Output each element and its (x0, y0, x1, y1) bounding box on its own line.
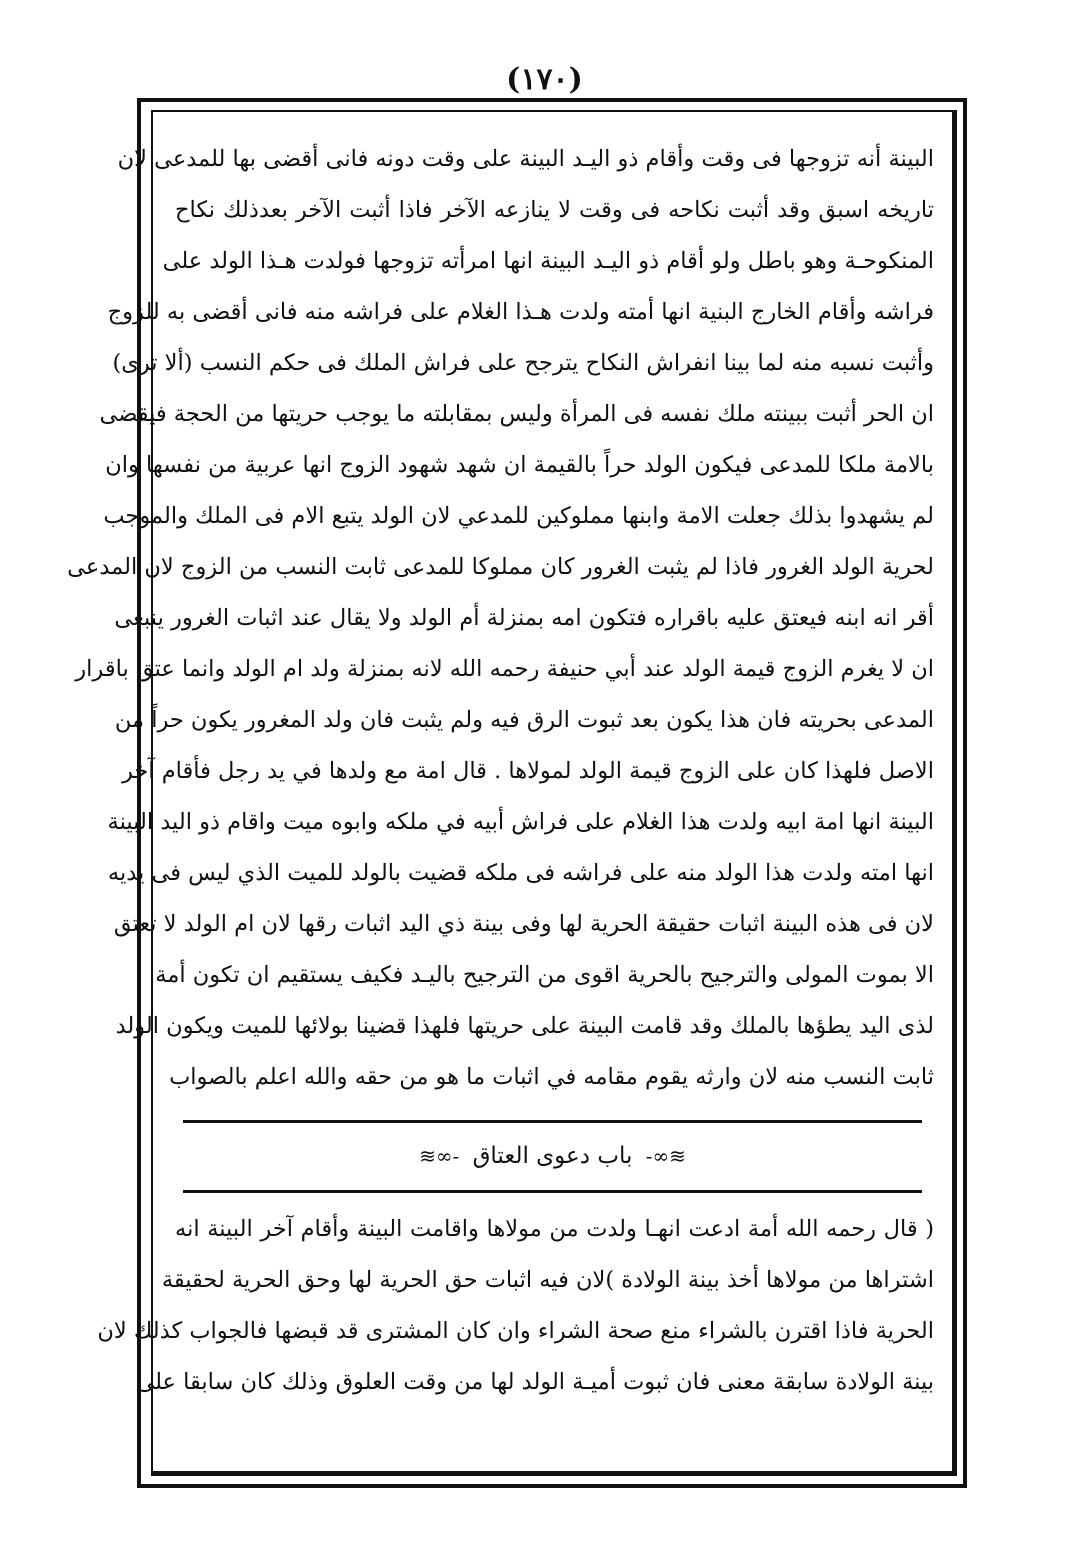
page-number: (١٧٠) (506, 62, 583, 97)
page-inner-border (67, 110, 957, 1476)
text-line: الا بموت المولى والترجيح بالحرية اقوى من الترجيح باليـد فكيف يستقيم ان تكون أمة (155, 962, 934, 988)
section-text-block (97, 1204, 934, 1408)
text-line: لم يشهدوا بذلك جعلت الامة وابنها مملوكين للمدعي لان الولد يتبع الام فى الملك والموجب (103, 503, 934, 529)
text-line: الحرية فاذا اقترن بالشراء منع صحة الشراء وان كان المشترى قد قبضها فالجواب كذلك لان (97, 1318, 934, 1344)
chapter-rule-top (183, 1120, 922, 1123)
text-line: الاصل فلهذا كان على الزوج قيمة الولد لمولاها . قال امة مع ولدها في يد رجل فأقام آخر (121, 758, 934, 784)
chapter-title: باب دعوى العتاق (472, 1143, 633, 1169)
ornament-right: ≋∞- (645, 1144, 686, 1168)
chapter-rule-bottom (183, 1190, 922, 1193)
text-line: ( قال رحمه الله أمة ادعت انهـا ولدت من مولاها واقامت البينة وأقام آخر البينة انه (175, 1216, 934, 1242)
text-line: انها امته ولدت هذا الولد منه على فراشه فى ملكه قضيت بالولد للميت الذي ليس فى يديه (107, 860, 934, 886)
text-line: فراشه وأقام الخارج البنية انها أمته ولدت هـذا الغلام على فراشه منه فانى أقضى به للزوج (107, 299, 934, 325)
text-line: لان فى هذه البينة اثبات حقيقة الحرية لها وفى بينة ذي اليد اثبات رقها لان ام الولد لا تعتق (113, 911, 934, 937)
text-line: لحرية الولد الغرور فاذا لم يثبت الغرور كان مملوكا للمدعى ثابت النسب من الزوج لان المدعى (67, 554, 934, 580)
chapter-heading (183, 1127, 922, 1185)
text-line: تاريخه اسبق وقد أثبت نكاحه فى وقت لا ينازعه الآخر فاذا أثبت الآخر بعدذلك نكاح (175, 197, 934, 223)
text-line: المنكوحـة وهو باطل ولو أقام ذو اليـد البينة انها امرأته تزوجها فولدت هـذا الولد على (162, 248, 934, 274)
text-line: بالامة ملكا للمدعى فيكون الولد حراً بالقيمة ان شهد شهود الزوج انها عربية من نفسها وان (105, 452, 934, 478)
main-text-block (67, 134, 934, 1103)
text-line: أقر انه ابنه فيعتق عليه باقراره فتكون امه بمنزلة أم الولد ولا يقال عند اثبات الغرور ينبغى (114, 605, 934, 631)
text-line: اشتراها من مولاها أخذ بينة الولادة )لان فيه اثبات حق الحرية لها وحق الحرية لحقيقة (161, 1267, 934, 1293)
text-line: وأثبت نسبه منه لما بينا انفراش النكاح يترجح على فراش الملك فى حكم النسب (ألا ترى) (112, 350, 934, 376)
text-line: البينة أنه تزوجها فى وقت وأقام ذو اليـد البينة على وقت دونه فانى أقضى بها للمدعى لان (117, 146, 934, 172)
text-line: ان الحر أثبت ببينته ملك نفسه فى المرأة وليس بمقابلته ما يوجب حريتها من الحجة فيقضى (99, 401, 934, 427)
text-line: البينة انها امة ابيه ولدت هذا الغلام على فراش أبيه في ملكه وابوه ميت واقام ذو اليد البينة (107, 809, 934, 835)
page-border-frame (67, 98, 967, 1488)
text-line: ان لا يغرم الزوج قيمة الولد عند أبي حنيفة رحمه الله لانه بمنزلة ولد ام الولد وانما عتق باقرار (75, 656, 934, 682)
text-line-last: ثابت النسب منه لان وارثه يقوم مقامه في اثبات ما هو من حقه والله اعلم بالصواب (169, 1064, 934, 1090)
ornament-left: -∞≋ (419, 1144, 460, 1168)
text-line: المدعى بحريته فان هذا يكون بعد ثبوت الرق فيه ولم يثبت فان ولد المغرور يكون حراً من (114, 707, 934, 733)
text-line: لذى اليد يطؤها بالملك وقد قامت البينة على حريتها فلهذا قضينا بولائها للميت ويكون الولد (115, 1013, 934, 1039)
text-line: بينة الولادة سابقة معنى فان ثبوت أميـة الولد لها من وقت العلوق وذلك كان سابقا على (136, 1369, 934, 1395)
